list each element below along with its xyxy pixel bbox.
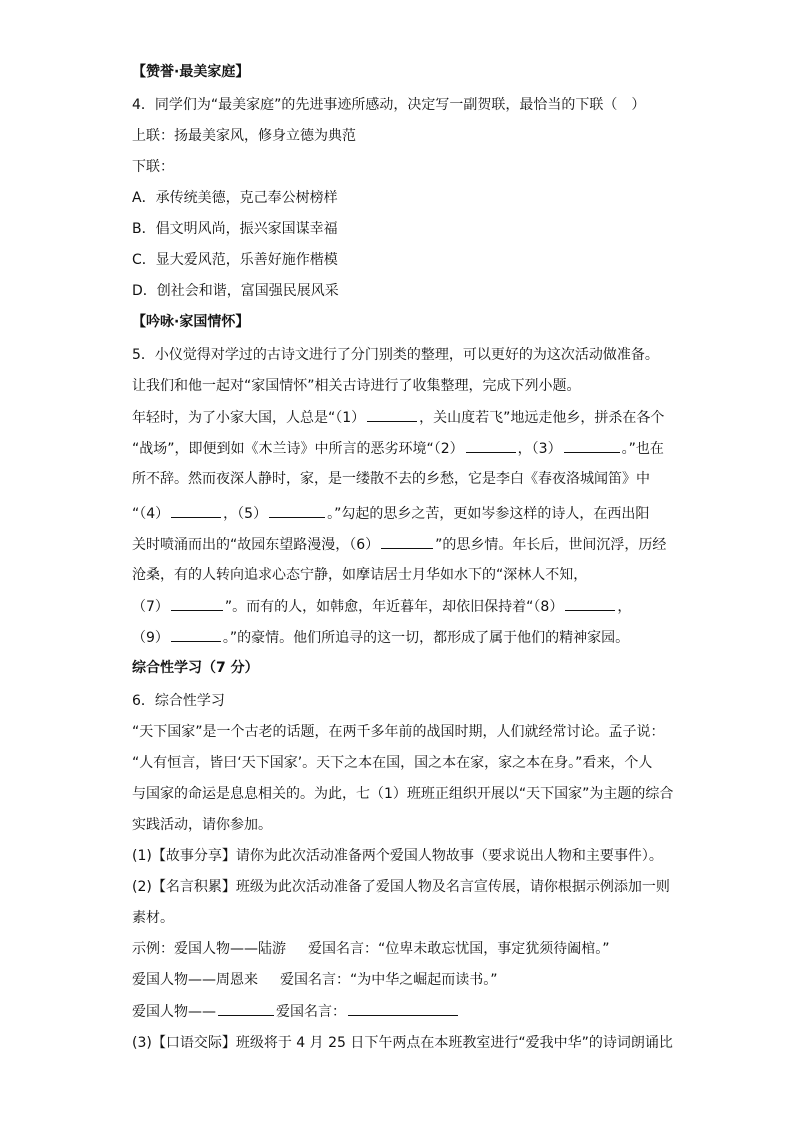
question-4-upper-couplet: 上联：扬最美家风，修身立德为典范 (132, 128, 356, 144)
question-5-line-8: 沧桑，有的人转向追求心态宁静，如摩诘居士月华如水下的“深林人不知， (132, 567, 588, 583)
question-6-sub-2: (2)【名言积累】班级为此次活动准备了爱国人物及名言宣传展，请你根据示例添加一则 (132, 879, 670, 895)
example-row-3: 爱国人物—— 爱国名言： (132, 1001, 460, 1022)
question-4-stem: 4．同学们为“最美家庭”的先进事迹所感动，决定写一副贺联，最恰当的下联（ ） (132, 97, 646, 113)
question-4-option-d: D．创社会和谐，富国强民展风采 (132, 283, 339, 299)
question-4-option-c: C．显大爱风范，乐善好施作楷模 (132, 252, 338, 268)
question-5-line-3: 年轻时，为了小家大国，人总是“（1） ，关山度若飞”地远走他乡，拼杀在各个 (132, 407, 664, 428)
patriot-quote-blank[interactable] (348, 1001, 458, 1016)
section-heading-praise: 【赞誉·最美家庭】 (132, 64, 250, 80)
answer-blank-9[interactable] (171, 627, 221, 642)
question-5-line-1: 5．小仪觉得对学过的古诗文进行了分门别类的整理，可以更好的为这次活动做准备。 (132, 347, 659, 363)
question-5-line-2: 让我们和他一起对“家国情怀”相关古诗进行了收集整理，完成下列小题。 (132, 378, 581, 394)
question-6-paragraph-1: “天下国家”是一个古老的话题，在两千多年前的战国时期，人们就经常讨论。孟子说： (132, 724, 665, 740)
answer-blank-4[interactable] (171, 503, 221, 518)
question-5-line-4: “战场”，即便到如《木兰诗》中所言的恶劣环境“（2） ，（3） 。”也在 (132, 438, 664, 459)
question-5-line-7: 关时喷涌而出的“故园东望路漫漫，（6） ”的思乡情。年长后，世间沉浮，历经 (132, 534, 666, 555)
question-5-line-10: （9） 。”的豪情。他们所追寻的这一切，都形成了属于他们的精神家园。 (132, 627, 629, 648)
question-6-paragraph-2: “人有恒言，皆曰‘天下国家’。天下之本在国，国之本在家，家之本在身。”看来，个人 (132, 755, 653, 771)
section-heading-patriotism: 【吟咏·家国情怀】 (132, 314, 250, 330)
example-row-1: 示例：爱国人物——陆游 爱国名言：“位卑未敢忘忧国，事定犹须待阖棺。” (132, 941, 610, 957)
question-4-option-b: B．倡文明风尚，振兴家国谋幸福 (132, 221, 338, 237)
question-5-line-6: “（4） ，（5） 。”勾起的思乡之苦，更如岑参这样的诗人，在西出阳 (132, 503, 649, 524)
section-heading-comprehensive: 综合性学习（7 分） (132, 660, 259, 676)
question-6-sub-3: (3)【口语交际】班级将于 4 月 25 日下午两点在本班教室进行“爱我中华”的诗词朗诵比 (132, 1035, 673, 1051)
question-6-paragraph-4: 实践活动，请你参加。 (132, 817, 272, 833)
question-6-paragraph-3: 与国家的命运是息息相关的。为此，七（1）班班正组织开展以“天下国家”为主题的综合 (132, 786, 674, 802)
question-4-option-a: A．承传统美德，克己奉公树榜样 (132, 190, 338, 206)
answer-blank-7[interactable] (171, 596, 223, 611)
answer-blank-2[interactable] (466, 438, 516, 453)
question-4-lower-couplet: 下联： (132, 159, 174, 175)
patriot-name-blank[interactable] (218, 1001, 274, 1016)
question-6-title: 6．综合性学习 (132, 693, 225, 709)
answer-blank-5[interactable] (269, 503, 325, 518)
answer-blank-1[interactable] (367, 407, 417, 422)
question-5-line-5: 所不辞。然而夜深人静时，家，是一缕散不去的乡愁，它是李白《春夜洛城闻笛》中 (132, 471, 650, 487)
question-6-sub-1: (1)【故事分享】请你为此次活动准备两个爱国人物故事（要求说出人物和主要事件）。 (132, 848, 663, 864)
question-5-line-9: （7） ”。而有的人，如韩愈，年近暮年，却依旧保持着“（8） ， (132, 596, 631, 617)
answer-blank-6[interactable] (381, 534, 433, 549)
answer-blank-3[interactable] (564, 438, 620, 453)
example-row-2: 爱国人物——周恩来 爱国名言：“为中华之崛起而读书。” (132, 972, 498, 988)
answer-blank-8[interactable] (565, 596, 615, 611)
question-6-sub-2-cont: 素材。 (132, 910, 174, 926)
